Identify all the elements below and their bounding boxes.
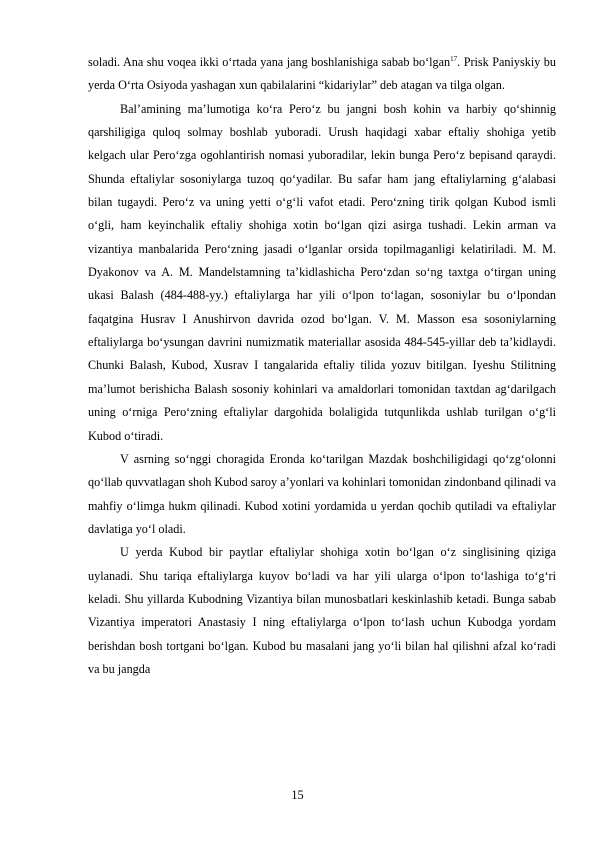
footnote-reference[interactable]: 17 [450, 54, 458, 63]
paragraph-1-text: soladi. Ana shu voqea ikki o‘rtada yana jang boshlanishiga sabab bo‘lgan [88, 55, 451, 69]
document-body [88, 51, 556, 681]
paragraph-1-continuation: . Prisk Paniyskiy bu yerda O‘rta Osiyoda yashagan xun qabilalarini “kidariylar” deb atagan va tilga olgan. [88, 55, 556, 93]
paragraph-1 [88, 51, 556, 98]
paragraph-2: Bal’amining ma’lumotiga ko‘ra Pero‘z bu jangni bosh kohin va harbiy qo‘shinnig qarshiligiga quloq solmay boshlab yuboradi. Urush haqidagi xabar eftaliy shohiga yetib kelgach ular Pero‘zga ogohlantirish nomasi yuboradilar, lekin bunga Pero‘z bepisand qaraydi. Shunda eftaliylar sosoniylarga tuzoq qo‘yadilar. Bu safar ham jang eftaliylarning g‘alabasi bilan tugaydi. Pero‘z va uning yetti o‘g‘li vafot etadi. Pero‘zning tirik qolgan Kubod ismli o‘gli, ham keyinchalik eftaliy shohiga xotin bo‘lgan qizi asirga tushadi. Lekin arman va vizantiya manbalarida Pero‘zning jasadi o‘lganlar orsida topilmaganligi kelatiriladi. M. M. Dyakonov va A. M. Mandelstamning ta’kidlashicha Pero‘zdan so‘ng taxtga o‘tirgan uning ukasi Balash (484-488-yy.) eftaliylarga har yili o‘lpon to‘lagan, sosoniylar bu o‘lpondan faqatgina Husrav I Anushirvon davrida ozod bo‘lgan. V. M. Masson esa sosoniylarning eftaliylarga bo‘ysungan davrini numizmatik materiallar asosida 484-545-yillar deb ta’kidlaydi. Chunki Balash, Kubod, Xusrav I tangalarida eftaliy tilida yozuv bitilgan. Iyeshu Stilitning ma’lumot berishicha Balash sosoniy kohinlari va amaldorlari tomonidan taxtdan ag‘darilgach uning o‘rniga Pero‘zning eftaliylar dargohida bolaligida tutqunlikda ushlab turilgan o‘g‘li Kubod o‘tiradi. [88, 101, 556, 443]
paragraph-4: U yerda Kubod bir paytlar eftaliylar shohiga xotin bo‘lgan o‘z singlisining qiziga uylanadi. Shu tariqa eftaliylarga kuyov bo‘ladi va har yili ularga o‘lpon to‘lashiga to‘g‘ri keladi. Shu yillarda Kubodning Vizantiya bilan munosbatlari keskinlashib ketadi. Bunga sabab Vizantiya imperatori Anastasiy I ning eftaliylarga o‘lpon to‘lash uchun Kubodga yordam berishdan bosh tortgani bo‘lgan. Kubod bu masalani jang yo‘li bilan hal qilishni afzal ko‘radi va bu jangda [88, 545, 556, 676]
paragraph-3: V asrning so‘nggi choragida Eronda ko‘tarilgan Mazdak boshchiligidagi qo‘zg‘olonni qo‘llab quvvatlagan shoh Kubod saroy a’yonlari va kohinlari tomonidan zindonband qilinadi va mahfiy o‘limga hukm qilinadi. Kubod xotini yordamida u yerdan qochib qutiladi va eftaliylar davlatiga yo‘l oladi. [88, 451, 556, 536]
page-number: 15 [291, 788, 304, 802]
